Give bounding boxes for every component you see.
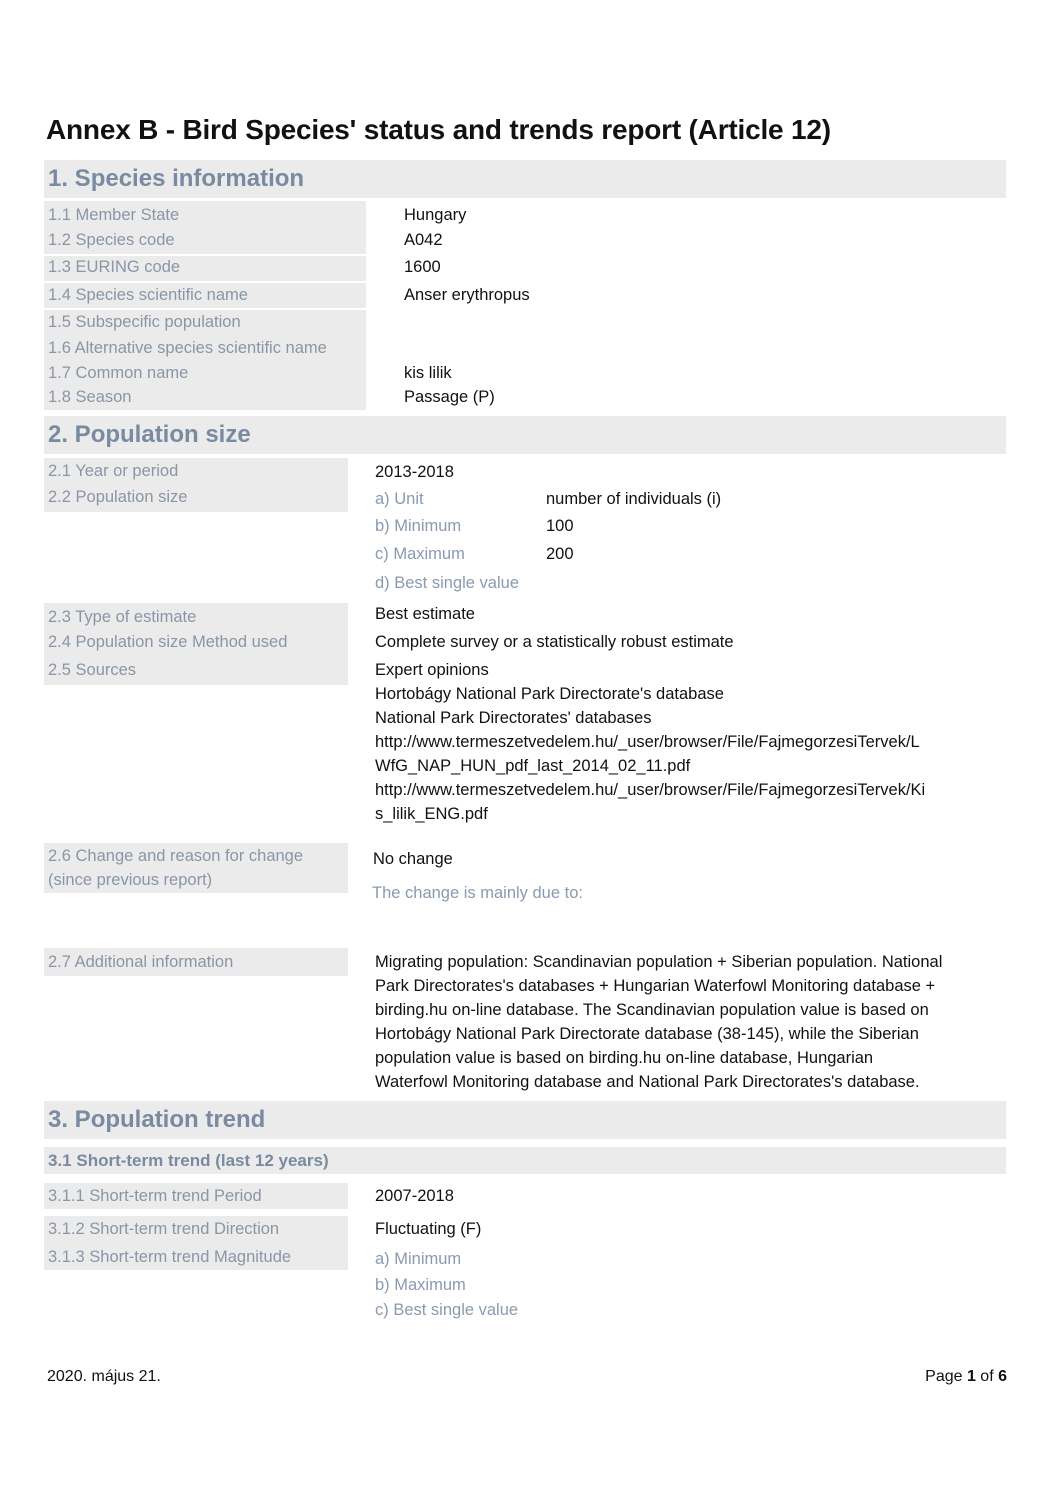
source-line: WfG_NAP_HUN_pdf_last_2014_02_11.pdf	[375, 757, 691, 775]
value-season: Passage (P)	[404, 388, 495, 406]
label-subspecific-population: 1.5 Subspecific population	[48, 313, 241, 331]
label-euring-code: 1.3 EURING code	[48, 258, 181, 276]
value-species-code: A042	[404, 231, 443, 249]
footer-date: 2020. május 21.	[47, 1368, 161, 1385]
page-current: 1	[966, 1368, 976, 1385]
source-line: Expert opinions	[375, 661, 489, 679]
value-scientific-name: Anser erythropus	[404, 286, 530, 304]
label-alternative-name: 1.6 Alternative species scientific name	[48, 339, 327, 357]
label-member-state: 1.1 Member State	[48, 206, 180, 224]
label-short-term-direction: 3.1.2 Short-term trend Direction	[48, 1220, 280, 1238]
value-short-term-period: 2007-2018	[375, 1187, 454, 1205]
additional-info-line: Migrating population: Scandinavian population + Siberian population. National	[375, 953, 943, 971]
source-line: http://www.termeszetvedelem.hu/_user/browser/File/FajmegorzesiTervek/Ki	[375, 781, 926, 799]
additional-info-line: birding.hu on-line database. The Scandinavian population value is based on	[375, 1001, 929, 1019]
value-method-used: Complete survey or a statistically robust estimate	[375, 633, 734, 651]
value-euring-code: 1600	[404, 258, 441, 276]
page-of: of	[975, 1368, 999, 1385]
label-minimum: b) Minimum	[375, 517, 462, 535]
label-short-term-magnitude: 3.1.3 Short-term trend Magnitude	[48, 1248, 292, 1266]
label-method-used: 2.4 Population size Method used	[48, 633, 288, 651]
page-number	[925, 1368, 1007, 1386]
source-line: National Park Directorates' databases	[375, 709, 652, 727]
label-scientific-name: 1.4 Species scientific name	[48, 286, 248, 304]
label-season: 1.8 Season	[48, 388, 132, 406]
label-unit: a) Unit	[375, 490, 424, 508]
label-change-reason-cont: (since previous report)	[48, 871, 213, 889]
value-common-name: kis lilik	[404, 364, 452, 382]
value-minimum: 100	[546, 517, 574, 535]
label-magnitude-maximum: b) Maximum	[375, 1276, 466, 1294]
section-1-title: 1. Species information	[48, 165, 305, 192]
value-maximum: 200	[546, 545, 574, 563]
value-change: No change	[373, 850, 453, 868]
value-unit: number of individuals (i)	[546, 490, 722, 508]
additional-info-line: Waterfowl Monitoring database and National Park Directorates's database.	[375, 1073, 920, 1091]
source-line: http://www.termeszetvedelem.hu/_user/browser/File/FajmegorzesiTervek/L	[375, 733, 920, 751]
value-type-of-estimate: Best estimate	[375, 605, 475, 623]
additional-info-line: Park Directorates's databases + Hungarian Waterfowl Monitoring database +	[375, 977, 936, 995]
page-prefix: Page	[925, 1368, 967, 1385]
value-year-or-period: 2013-2018	[375, 463, 454, 481]
label-magnitude-best: c) Best single value	[375, 1301, 519, 1319]
label-sources: 2.5 Sources	[48, 661, 137, 679]
label-magnitude-minimum: a) Minimum	[375, 1250, 462, 1268]
label-maximum: c) Maximum	[375, 545, 465, 563]
label-common-name: 1.7 Common name	[48, 364, 189, 382]
label-change-due: The change is mainly due to:	[372, 884, 583, 902]
document-title: Annex B - Bird Species' status and trends report (Article 12)	[46, 114, 831, 145]
label-best-single-value: d) Best single value	[375, 574, 519, 592]
subsection-3-1-title: 3.1 Short-term trend (last 12 years)	[48, 1151, 329, 1170]
label-type-of-estimate: 2.3 Type of estimate	[48, 608, 197, 626]
source-line: s_lilik_ENG.pdf	[375, 805, 488, 823]
label-additional-information: 2.7 Additional information	[48, 953, 234, 971]
label-population-size: 2.2 Population size	[48, 488, 188, 506]
value-short-term-direction: Fluctuating (F)	[375, 1220, 482, 1238]
section-3-title: 3. Population trend	[48, 1106, 266, 1133]
label-year-or-period: 2.1 Year or period	[48, 462, 179, 480]
page-total: 6	[998, 1368, 1007, 1385]
label-change-reason: 2.6 Change and reason for change	[48, 847, 304, 865]
value-member-state: Hungary	[404, 206, 467, 224]
section-2-title: 2. Population size	[48, 421, 251, 448]
additional-info-line: Hortobágy National Park Directorate database (38-145), while the Siberian	[375, 1025, 919, 1043]
label-species-code: 1.2 Species code	[48, 231, 175, 249]
additional-info-line: population value is based on birding.hu on-line database, Hungarian	[375, 1049, 874, 1067]
label-short-term-period: 3.1.1 Short-term trend Period	[48, 1187, 262, 1205]
source-line: Hortobágy National Park Directorate's database	[375, 685, 724, 703]
